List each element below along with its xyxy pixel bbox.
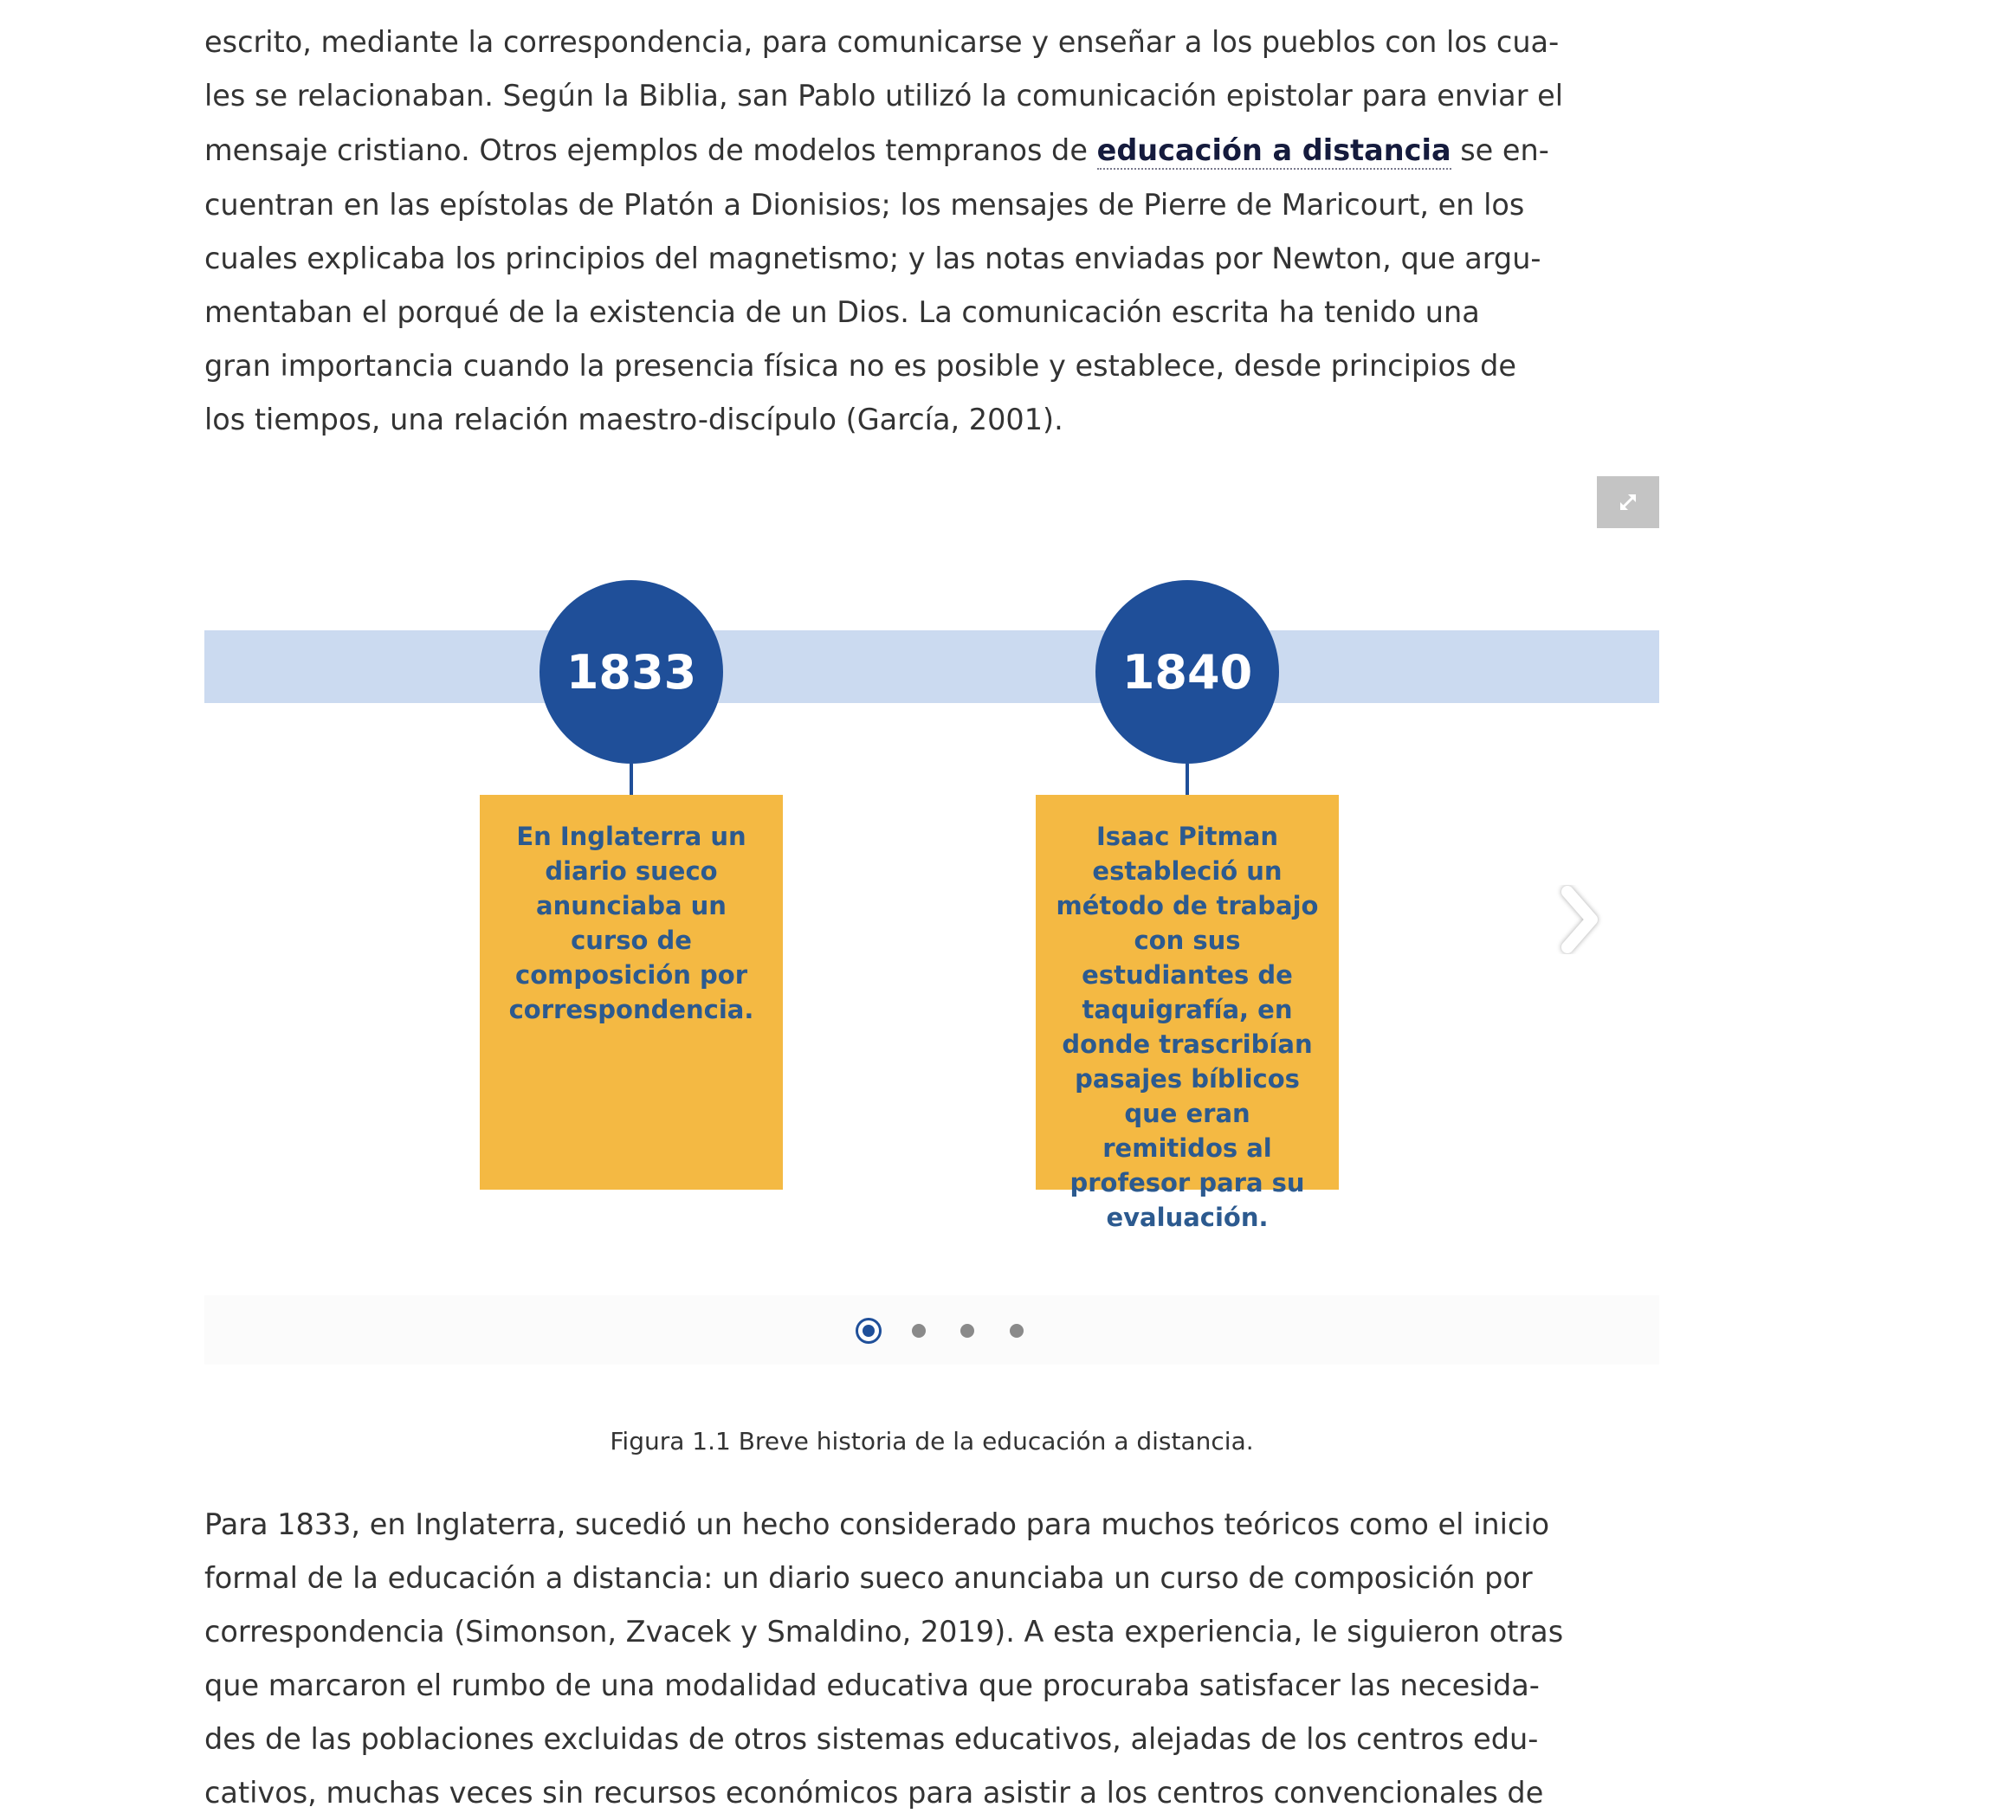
event-card-1833: En Inglaterra un diario sueco anunciaba un curso de composición por correspondencia. (480, 795, 783, 1190)
carousel-dot-4[interactable] (1010, 1324, 1024, 1338)
timeline-track (204, 630, 1659, 703)
carousel-dot-2[interactable] (912, 1324, 926, 1338)
timeline-carousel (204, 476, 1659, 1364)
figure-caption: Figura 1.1 Breve historia de la educación a distancia. (610, 1427, 1254, 1455)
text-line: Para 1833, en Inglaterra, sucedió un hecho considerado para muchos teóricos como el inicio (204, 1507, 1550, 1541)
text-fragment: mensaje cristiano. Otros ejemplos de modelos tempranos de (204, 133, 1097, 167)
chevron-right-icon (1555, 885, 1607, 954)
fullscreen-button[interactable] (1597, 476, 1659, 528)
text-line: cuales explicaba los principios del magnetismo; y las notas enviadas por Newton, que argu- (204, 242, 1541, 275)
timeline-connector (630, 764, 633, 795)
text-line (204, 124, 1549, 177)
carousel-next-button[interactable] (1555, 885, 1607, 958)
expand-icon (1616, 490, 1640, 514)
glossary-link-educacion-a-distancia[interactable]: educación a distancia (1097, 133, 1451, 170)
text-line: des de las poblaciones excluidas de otros sistemas educativos, alejadas de los centros edu- (204, 1722, 1539, 1756)
text-line: cativos, muchas veces sin recursos económicos para asistir a los centros convencionales de (204, 1776, 1544, 1810)
text-line: gran importancia cuando la presencia física no es posible y establece, desde principios de (204, 349, 1516, 383)
text-line: les se relacionaban. Según la Biblia, san Pablo utilizó la comunicación epistolar para enviar el (204, 79, 1564, 113)
text-line: escrito, mediante la correspondencia, para comunicarse y enseñar a los pueblos con los cua- (204, 25, 1560, 59)
text-line: que marcaron el rumbo de una modalidad educativa que procuraba satisfacer las necesida- (204, 1668, 1540, 1702)
carousel-dot-1[interactable] (856, 1318, 882, 1344)
year-badge-1840: 1840 (1095, 580, 1279, 764)
article-paragraph-intro (204, 0, 1668, 450)
text-line: formal de la educación a distancia: un diario sueco anunciaba un curso de composición por (204, 1561, 1533, 1595)
year-badge-1833: 1833 (540, 580, 723, 764)
text-fragment: se en- (1451, 133, 1549, 167)
text-line: correspondencia (Simonson, Zvacek y Smaldino, 2019). A esta experiencia, le siguieron otras (204, 1615, 1564, 1649)
carousel-pagination (204, 1295, 1659, 1365)
text-line: los tiempos, una relación maestro-discípulo (García, 2001). (204, 403, 1063, 436)
article-paragraph-1833 (204, 1498, 1668, 1811)
timeline-connector (1186, 764, 1189, 795)
text-line: mentaban el porqué de la existencia de un Dios. La comunicación escrita ha tenido una (204, 295, 1480, 329)
carousel-dot-3[interactable] (960, 1324, 974, 1338)
event-card-1840: Isaac Pitman estableció un método de trabajo con sus estudiantes de taquigrafía, en donde trascribían pasajes bíblicos que eran remitidos al profesor para su evaluación. (1036, 795, 1339, 1190)
text-line: cuentran en las epístolas de Platón a Dionisios; los mensajes de Pierre de Maricourt, en los (204, 188, 1525, 222)
